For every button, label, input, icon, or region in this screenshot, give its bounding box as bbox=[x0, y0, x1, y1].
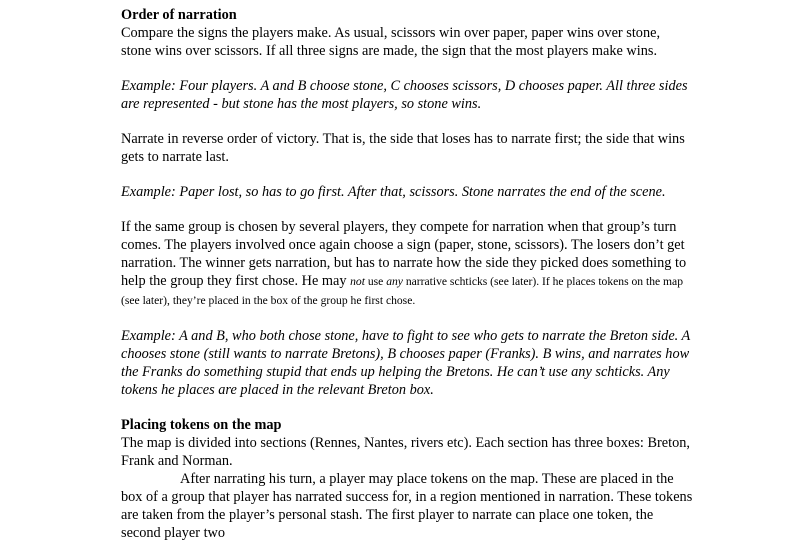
paragraph-same-group-part1: If the same group is chosen by several players, they compete for narration when that group’s turn comes. The players involved once again choose a sign (paper, stone, scissors). The losers don’t get narration. The winner gets narration, but has to narrate how the side they picked does something to help the group they first chose. He may bbox=[121, 219, 687, 289]
section-heading-order-of-narration: Order of narration bbox=[121, 7, 237, 23]
paragraph-compare-signs: Compare the signs the players make. As usual, scissors win over paper, paper wins over stone, stone wins over scissors. If all three signs are made, the sign that the most players make wins. bbox=[121, 25, 661, 59]
spacer bbox=[121, 201, 693, 218]
spacer bbox=[121, 399, 693, 416]
paragraph-reverse-order: Narrate in reverse order of victory. That is, the side that loses has to narrate first; the side that wins gets to narrate last. bbox=[121, 131, 685, 165]
spacer bbox=[121, 113, 693, 130]
document-page bbox=[121, 6, 693, 542]
emphasis-not: not bbox=[350, 275, 365, 288]
spacer bbox=[121, 60, 693, 77]
spacer bbox=[121, 166, 693, 183]
paragraph-after-narrating: After narrating his turn, a player may place tokens on the map. These are placed in the box of a group that player has narrated success for, in a region mentioned in narration. These tokens are taken from the player’s personal stash. The first player to narrate can place one token, the second player two bbox=[121, 471, 693, 541]
paragraph-same-group-part3: narrative schticks (see later). If he places tokens on the map (see later), they’re placed in the box of the group he first chose. bbox=[121, 275, 684, 307]
paragraph-map-divided: The map is divided into sections (Rennes, Nantes, rivers etc). Each section has three boxes: Breton, Frank and Norman. bbox=[121, 435, 690, 469]
section-heading-placing-tokens: Placing tokens on the map bbox=[121, 417, 282, 433]
example-paper-lost: Example: Paper lost, so has to go first. After that, scissors. Stone narrates the end of the scene. bbox=[121, 184, 666, 200]
spacer bbox=[121, 310, 693, 327]
example-four-players: Example: Four players. A and B choose stone, C chooses scissors, D chooses paper. All three sides are represented - but stone has the most players, so stone wins. bbox=[121, 78, 688, 112]
example-a-and-b: Example: A and B, who both chose stone, have to fight to see who gets to narrate the Breton side. A chooses stone (still wants to narrate Bretons), B chooses paper (Franks). B wins, and narrates how the Franks do something stupid that ends up helping the Bretons. He can’t use any schticks. Any tokens he places are placed in the relevant Breton box. bbox=[121, 328, 691, 398]
emphasis-any: any bbox=[386, 275, 403, 288]
paragraph-same-group-part2: use bbox=[364, 275, 387, 288]
paragraph-same-group bbox=[121, 218, 693, 310]
